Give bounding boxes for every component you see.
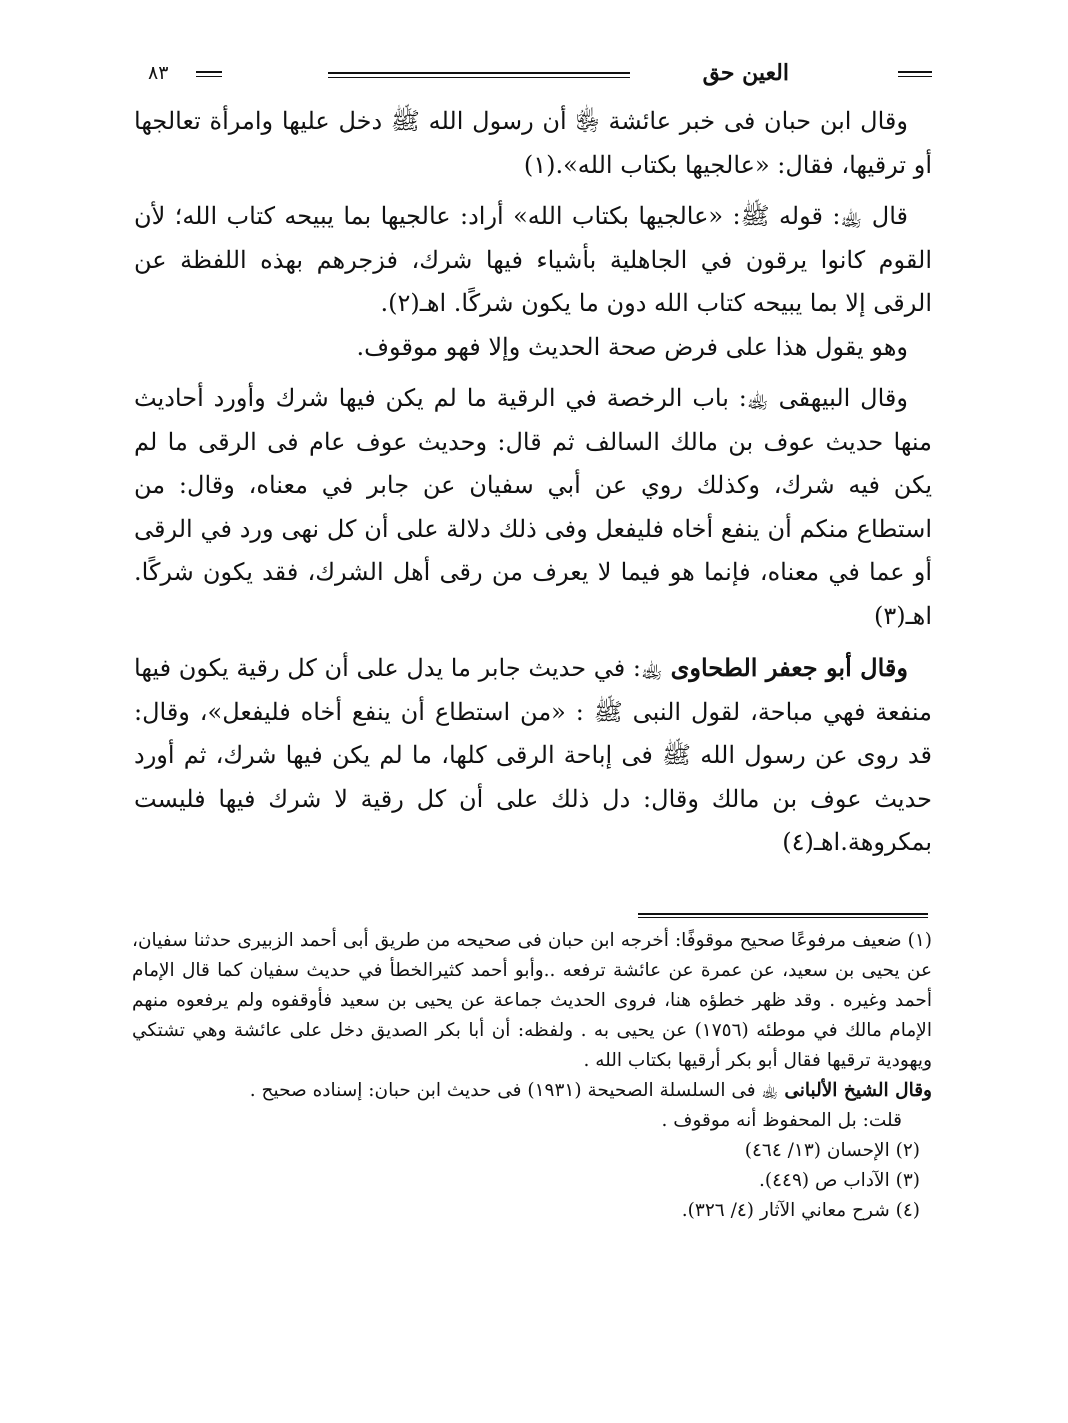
footnote-2: (٢) الإحسان (١٣/ ٤٦٤) [744, 1140, 920, 1161]
chapter-title: العين حق [702, 60, 789, 86]
page-number: ٨٣ [148, 62, 169, 84]
footnote-4: (٤) شرح معاني الآثار (٤/ ٣٢٦). [681, 1200, 920, 1221]
albani-name: وقال الشيخ الألبانى [784, 1080, 932, 1101]
paragraph-ibn-hibban: وقال ابن حبان فى خبر عائشة ﵂ أن رسول الله ﷺ دخل عليها وامرأة تعالجها أو ترقيها، فقال: «عالجيها بكتاب الله».(١) [134, 107, 932, 179]
footnote-separator [638, 913, 928, 918]
footnote-1-comment: قلت: بل المحفوظ أنه موقوف . [661, 1110, 902, 1131]
footnote-1: (١) ضعيف مرفوعًا صحيح موقوفًا: أخرجه ابن حبان فى صحيحه من طريق أبى أحمد الزبيرى حدثنا سفيان، عن يحيى بن سعيد، عن عمرة عن عائشة ترفعه ..وأبو أحمد كثيرالخطأ في حديث سفيان كما قال الإمام أحمد وغيره . وقد ظهر خطؤه هنا، فروى الحديث جماعة عن يحيى بن سعيد فأوقفوه ولم يرفعوه منهم الإمام مالك في موطئه (١٧٥٦) عن يحيى به . ولفظه: أن أبا بكر الصديق دخل على عائشة وهي تشتكي ويهودية ترقيها فقال أبو بكر أرقيها بكتاب الله . [132, 930, 932, 1071]
footnotes [132, 926, 932, 1226]
footnote-1-albani: وقال الشيخ الألبانى ﵀ فى السلسلة الصحيحة (١٩٣١) فى حديث ابن حبان: إسناده صحيح . [249, 1080, 932, 1101]
header-rule-left [196, 71, 222, 77]
paragraph-note: وهو يقول هذا على فرض صحة الحديث وإلا فهو موقوف. [356, 332, 908, 361]
main-text [134, 100, 932, 865]
running-header [136, 58, 932, 94]
tahawi-name: وقال أبو جعفر الطحاوى [670, 653, 908, 682]
footnote-3: (٣) الآداب ص (٤٤٩). [758, 1170, 920, 1191]
paragraph-bayhaqi: وقال البيهقى ﵀: باب الرخصة في الرقية ما لم يكن فيها شرك وأورد أحاديث منها حديث عوف بن مالك السالف ثم قال: وحديث عوف عام فى الرقى ما لم يكن فيه شرك، وكذلك روي عن أبي سفيان عن جابر في معناه، وقال: من استطاع منكم أن ينفع أخاه فليفعل وفى ذلك دلالة على أن كل نهى ورد في الرقى أو عما في معناه، فإنما هو فيما لا يعرف من رقى أهل الشرك، فقد يكون شركًا. اهـ(٣) [134, 384, 932, 630]
header-rule-middle [328, 72, 630, 78]
header-rule-right [898, 71, 932, 77]
paragraph-explanation: قال ﵀: قوله ﷺ: «عالجيها بكتاب الله» أراد: عالجيها بما يبيحه كتاب الله؛ لأن القوم كانوا يرقون في الجاهلية بأشياء فيها شرك، فزجرهم بهذه اللفظة عن الرقى إلا بما يبيحه كتاب الله دون ما يكون شركًا. اهـ(٢). [134, 202, 932, 317]
paragraph-tahawi: وقال أبو جعفر الطحاوى ﵀: في حديث جابر ما يدل على أن كل رقية يكون فيها منفعة فهي مباحة، لقول النبى ﷺ : «من استطاع أن ينفع أخاه فليفعل»، وقال: قد روى عن رسول الله ﷺ فى إباحة الرقى كلها، ما لم يكن فيها شرك، ثم أورد حديث عوف بن مالك وقال: دل ذلك على أن كل رقية لا شرك فيها فليست بمكروهة.اهـ(٤) [134, 653, 932, 856]
